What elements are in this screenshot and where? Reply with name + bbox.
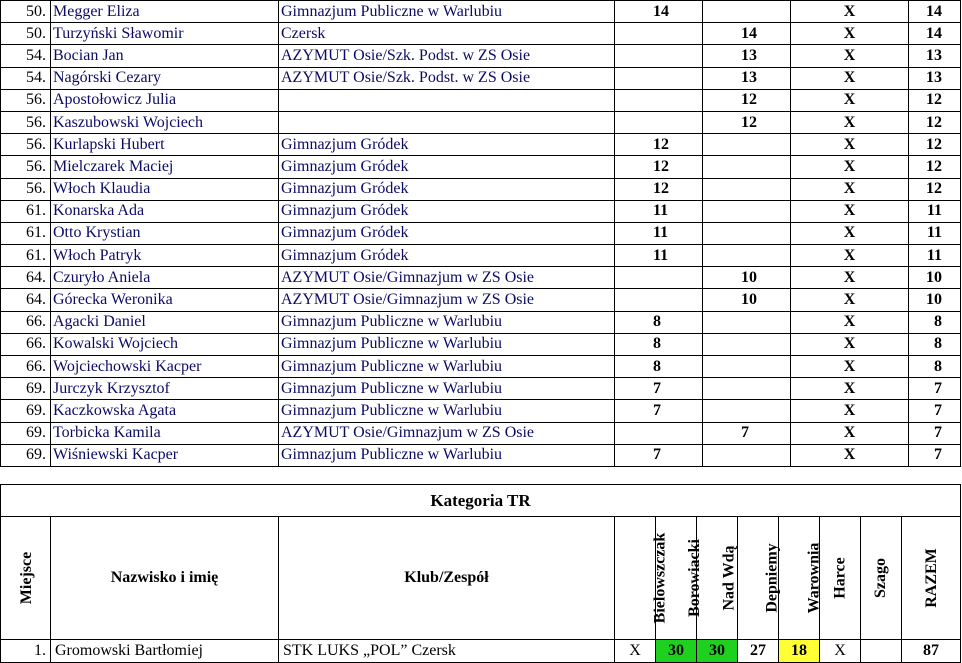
x-cell: X [791,444,909,466]
result-row [1,289,961,311]
club-cell: Gimnazjum Gródek [279,222,615,244]
result-row [1,356,961,378]
total-cell: 10 [909,289,961,311]
x-cell: X [791,200,909,222]
x-cell: X [791,378,909,400]
points-col1-cell: 8 [615,311,703,333]
result-row [1,245,961,267]
club-cell: AZYMUT Osie/Szk. Podst. w ZS Osie [279,67,615,89]
place-cell: 69. [1,378,51,400]
header-razem: RAZEM [902,517,961,640]
x-cell: X [791,156,909,178]
name-cell: Kurlapski Hubert [51,134,279,156]
points-col2-cell [703,1,791,23]
name-cell: Jurczyk Krzysztof [51,378,279,400]
points-col2-cell [703,200,791,222]
result-row [1,422,961,444]
points-col2-cell: 12 [703,111,791,133]
name-cell: Wojciechowski Kacper [51,356,279,378]
place-cell: 61. [1,200,51,222]
row-warownia: 18 [779,640,820,663]
header-club: Klub/Zespół [279,517,615,640]
total-cell: 12 [909,89,961,111]
club-cell: Gimnazjum Gródek [279,134,615,156]
x-cell: X [791,400,909,422]
header-name: Nazwisko i imię [51,517,279,640]
name-cell: Włoch Klaudia [51,178,279,200]
name-cell: Górecka Weronika [51,289,279,311]
result-row [1,222,961,244]
club-cell: Gimnazjum Gródek [279,156,615,178]
points-col2-cell [703,356,791,378]
total-cell: 7 [909,422,961,444]
total-cell: 12 [909,111,961,133]
points-col2-cell: 10 [703,289,791,311]
x-cell: X [791,333,909,355]
result-row [1,111,961,133]
row-razem: 87 [902,640,961,663]
name-cell: Konarska Ada [51,200,279,222]
name-cell: Apostołowicz Julia [51,89,279,111]
club-cell: Gimnazjum Publiczne w Warlubiu [279,444,615,466]
row-name: Gromowski Bartłomiej [51,640,279,663]
points-col1-cell [615,67,703,89]
x-cell: X [791,111,909,133]
points-col2-cell: 12 [703,89,791,111]
name-cell: Wiśniewski Kacper [51,444,279,466]
points-col1-cell [615,23,703,45]
name-cell: Otto Krystian [51,222,279,244]
result-row [1,89,961,111]
points-col2-cell [703,378,791,400]
club-cell: Gimnazjum Publiczne w Warlubiu [279,356,615,378]
header-nad-wda: Nad Wdą [697,517,738,640]
club-cell: AZYMUT Osie/Gimnazjum w ZS Osie [279,422,615,444]
result-row [1,134,961,156]
points-col1-cell: 12 [615,134,703,156]
club-cell: AZYMUT Osie/Gimnazjum w ZS Osie [279,267,615,289]
category-row [1,640,961,663]
name-cell: Kowalski Wojciech [51,333,279,355]
name-cell: Włoch Patryk [51,245,279,267]
header-depniemy: Depniemy [738,517,779,640]
place-cell: 69. [1,400,51,422]
total-cell: 12 [909,156,961,178]
place-cell: 50. [1,1,51,23]
total-cell: 13 [909,67,961,89]
name-cell: Kaszubowski Wojciech [51,111,279,133]
result-row [1,200,961,222]
name-cell: Agacki Daniel [51,311,279,333]
name-cell: Nagórski Cezary [51,67,279,89]
total-cell: 8 [909,311,961,333]
place-cell: 54. [1,67,51,89]
points-col2-cell: 10 [703,267,791,289]
x-cell: X [791,311,909,333]
x-cell: X [791,289,909,311]
row-szago [861,640,902,663]
points-col1-cell: 7 [615,444,703,466]
x-cell: X [791,178,909,200]
points-col1-cell: 11 [615,222,703,244]
total-cell: 12 [909,134,961,156]
header-warownia: Warownia [779,517,820,640]
name-cell: Bocian Jan [51,45,279,67]
place-cell: 64. [1,267,51,289]
points-col1-cell: 14 [615,1,703,23]
points-col1-cell [615,45,703,67]
name-cell: Turzyński Sławomir [51,23,279,45]
club-cell: Gimnazjum Publiczne w Warlubiu [279,1,615,23]
club-cell: Gimnazjum Publiczne w Warlubiu [279,333,615,355]
total-cell: 8 [909,333,961,355]
header-bielowszczak: Bielowszczak [615,517,656,640]
header-harce: Harce [820,517,861,640]
x-cell: X [791,23,909,45]
result-row [1,311,961,333]
x-cell: X [791,1,909,23]
points-col2-cell [703,156,791,178]
place-cell: 56. [1,134,51,156]
club-cell: Gimnazjum Gródek [279,178,615,200]
place-cell: 50. [1,23,51,45]
club-cell [279,111,615,133]
points-col2-cell [703,178,791,200]
result-row [1,444,961,466]
points-col2-cell [703,222,791,244]
x-cell: X [791,89,909,111]
result-row [1,156,961,178]
points-col2-cell [703,333,791,355]
row-depniemy: 27 [738,640,779,663]
row-club: STK LUKS „POL” Czersk [279,640,615,663]
points-col2-cell: 7 [703,422,791,444]
total-cell: 11 [909,200,961,222]
total-cell: 12 [909,178,961,200]
points-col1-cell: 12 [615,178,703,200]
name-cell: Czuryło Aniela [51,267,279,289]
place-cell: 66. [1,311,51,333]
club-cell: Gimnazjum Publiczne w Warlubiu [279,311,615,333]
club-cell: Gimnazjum Gródek [279,200,615,222]
result-row [1,333,961,355]
points-col2-cell [703,311,791,333]
row-bielowszczak: X [615,640,656,663]
row-borowiacki: 30 [656,640,697,663]
category-table [0,484,961,663]
result-row [1,45,961,67]
points-col1-cell: 7 [615,378,703,400]
points-col1-cell [615,422,703,444]
points-col2-cell [703,400,791,422]
category-title: Kategoria TR [1,485,961,517]
result-row [1,178,961,200]
x-cell: X [791,267,909,289]
result-row [1,1,961,23]
points-col1-cell: 8 [615,356,703,378]
name-cell: Megger Eliza [51,1,279,23]
points-col1-cell: 11 [615,200,703,222]
points-col2-cell [703,444,791,466]
club-cell: Gimnazjum Publiczne w Warlubiu [279,400,615,422]
club-cell [279,89,615,111]
total-cell: 10 [909,267,961,289]
points-col2-cell: 13 [703,67,791,89]
place-cell: 69. [1,422,51,444]
header-szago: Szago [861,517,902,640]
place-cell: 66. [1,356,51,378]
points-col1-cell: 8 [615,333,703,355]
total-cell: 11 [909,245,961,267]
place-cell: 69. [1,444,51,466]
results-table-body [1,1,961,467]
points-col2-cell [703,134,791,156]
club-cell: Czersk [279,23,615,45]
club-cell: Gimnazjum Publiczne w Warlubiu [279,378,615,400]
total-cell: 8 [909,356,961,378]
club-cell: Gimnazjum Gródek [279,245,615,267]
row-nad-wda: 30 [697,640,738,663]
points-col2-cell [703,245,791,267]
place-cell: 64. [1,289,51,311]
x-cell: X [791,222,909,244]
total-cell: 7 [909,444,961,466]
points-col1-cell: 11 [615,245,703,267]
place-cell: 56. [1,111,51,133]
points-col1-cell [615,267,703,289]
points-col2-cell: 14 [703,23,791,45]
total-cell: 11 [909,222,961,244]
place-cell: 66. [1,333,51,355]
result-row [1,378,961,400]
club-cell: AZYMUT Osie/Szk. Podst. w ZS Osie [279,45,615,67]
points-col1-cell [615,111,703,133]
points-col1-cell [615,89,703,111]
place-cell: 61. [1,222,51,244]
header-place: Miejsce [1,517,51,640]
total-cell: 7 [909,378,961,400]
points-col1-cell [615,289,703,311]
x-cell: X [791,134,909,156]
x-cell: X [791,422,909,444]
total-cell: 14 [909,1,961,23]
x-cell: X [791,67,909,89]
points-col1-cell: 12 [615,156,703,178]
points-col1-cell: 7 [615,400,703,422]
result-row [1,23,961,45]
place-cell: 56. [1,156,51,178]
total-cell: 7 [909,400,961,422]
x-cell: X [791,45,909,67]
result-row [1,267,961,289]
place-cell: 56. [1,178,51,200]
club-cell: AZYMUT Osie/Gimnazjum w ZS Osie [279,289,615,311]
x-cell: X [791,356,909,378]
place-cell: 61. [1,245,51,267]
points-col2-cell: 13 [703,45,791,67]
name-cell: Torbicka Kamila [51,422,279,444]
name-cell: Kaczkowska Agata [51,400,279,422]
result-row [1,67,961,89]
result-row [1,400,961,422]
name-cell: Mielczarek Maciej [51,156,279,178]
place-cell: 54. [1,45,51,67]
x-cell: X [791,245,909,267]
total-cell: 13 [909,45,961,67]
header-borowiacki: Borowiacki [656,517,697,640]
place-cell: 56. [1,89,51,111]
row-place: 1. [1,640,51,663]
total-cell: 14 [909,23,961,45]
row-harce: X [820,640,861,663]
